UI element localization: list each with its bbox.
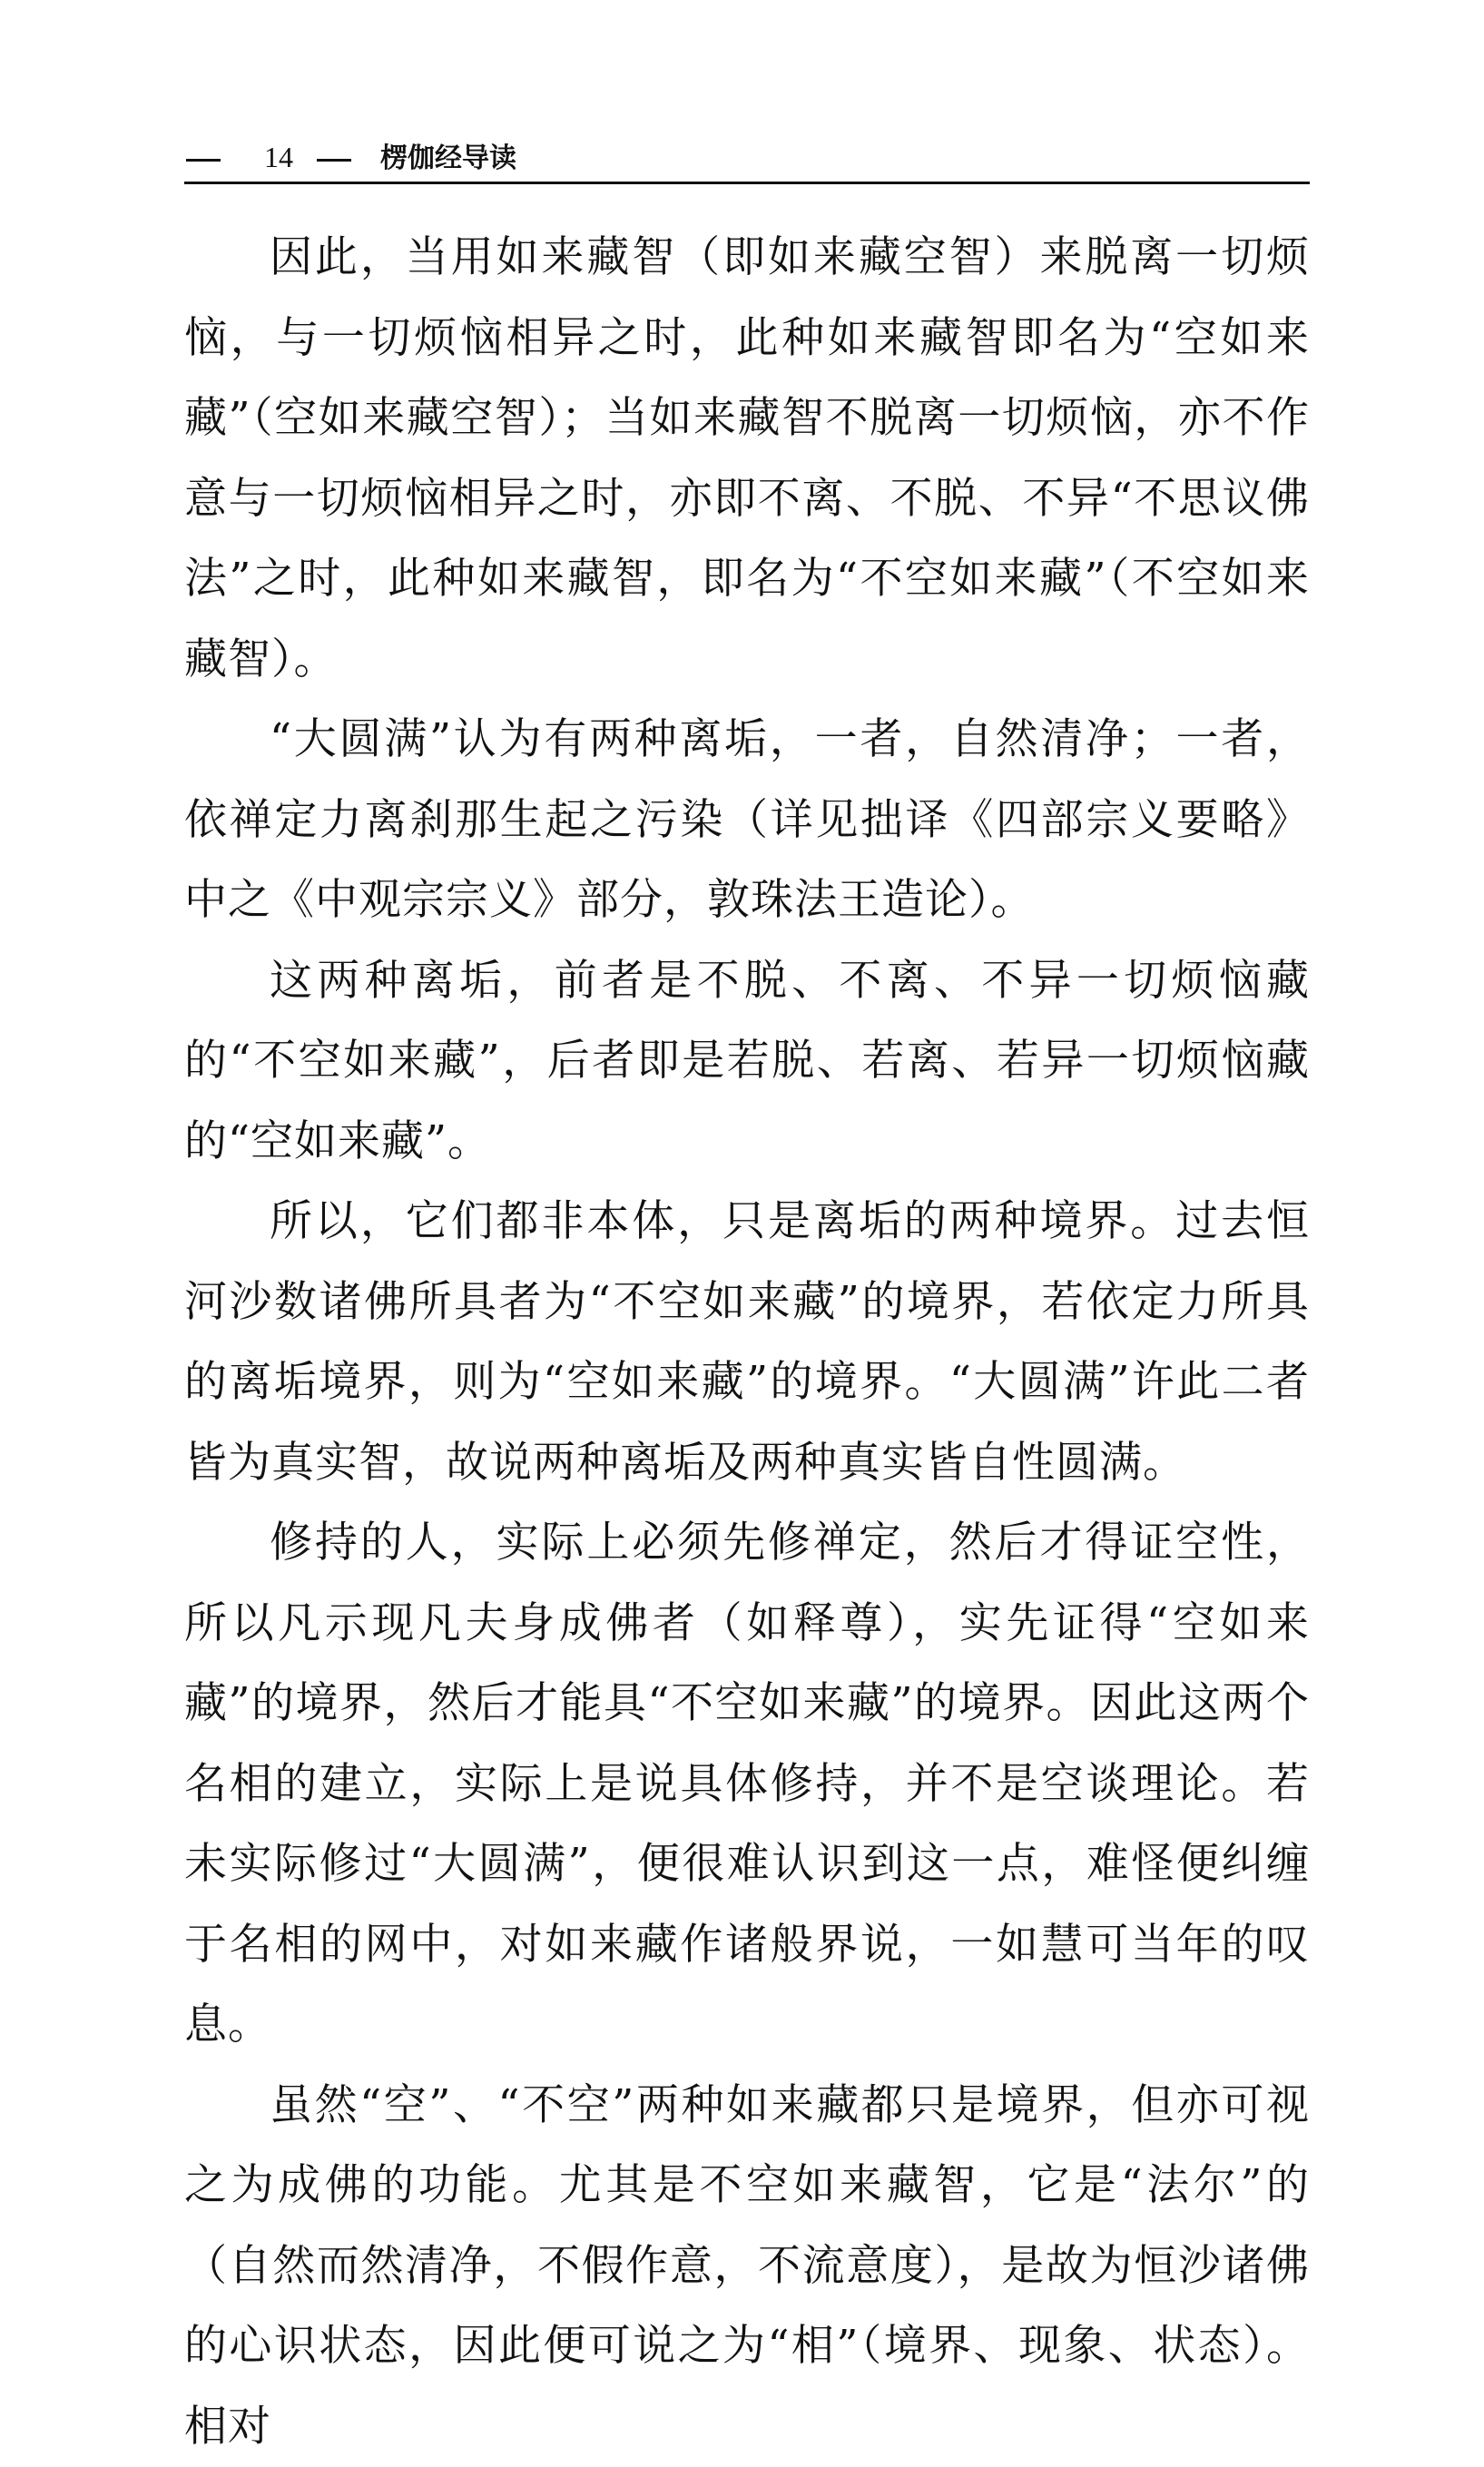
paragraph: 这两种离垢，前者是不脱、不离、不异一切烦恼藏的“不空如来藏”，后者即是若脱、若离、若异一切烦恼藏的“空如来藏”。 (184, 941, 1310, 1183)
book-title: 楞伽经导读 (380, 143, 516, 174)
paragraph: 因此，当用如来藏智（即如来藏空智）来脱离一切烦恼，与一切烦恼相异之时，此种如来藏智即名为“空如来藏”（空如来藏空智）；当如来藏智不脱离一切烦恼，亦不作意与一切烦恼相异之时，亦即不离、不脱、不异“不思议佛法”之时，此种如来藏智，即名为“不空如来藏”（不空如来藏智）。 (184, 218, 1310, 700)
page-number: 14 (264, 141, 293, 173)
header-rule (184, 182, 1310, 184)
paragraph: 修持的人，实际上必须先修禅定，然后才得证空性，所以凡示现凡夫身成佛者（如释尊），实先证得“空如来藏”的境界，然后才能具“不空如来藏”的境界。因此这两个名相的建立，实际上是说具体修持，并不是空谈理论。若未实际修过“大圆满”，便很难认识到这一点，难怪便纠缠于名相的网中，对如来藏作诸般界说，一如慧可当年的叹息。 (184, 1503, 1310, 2066)
header-dash-right (317, 159, 351, 162)
paragraph: 所以，它们都非本体，只是离垢的两种境界。过去恒河沙数诸佛所具者为“不空如来藏”的境界，若依定力所具的离垢境界，则为“空如来藏”的境界。“大圆满”许此二者皆为真实智，故说两种离垢及两种真实皆自性圆满。 (184, 1182, 1310, 1503)
header-dash-left (186, 159, 221, 162)
running-head (186, 134, 516, 180)
paragraph: 虽然“空”、“不空”两种如来藏都只是境界，但亦可视之为成佛的功能。尤其是不空如来藏智，它是“法尔”的（自然而然清净，不假作意，不流意度），是故为恒沙诸佛的心识状态，因此便可说之为“相”（境界、现象、状态）。相对 (184, 2066, 1310, 2467)
paragraph: “大圆满”认为有两种离垢，一者，自然清净；一者，依禅定力离刹那生起之污染（详见拙译《四部宗义要略》中之《中观宗宗义》部分，敦珠法王造论）。 (184, 700, 1310, 941)
body-text (184, 218, 1310, 2467)
